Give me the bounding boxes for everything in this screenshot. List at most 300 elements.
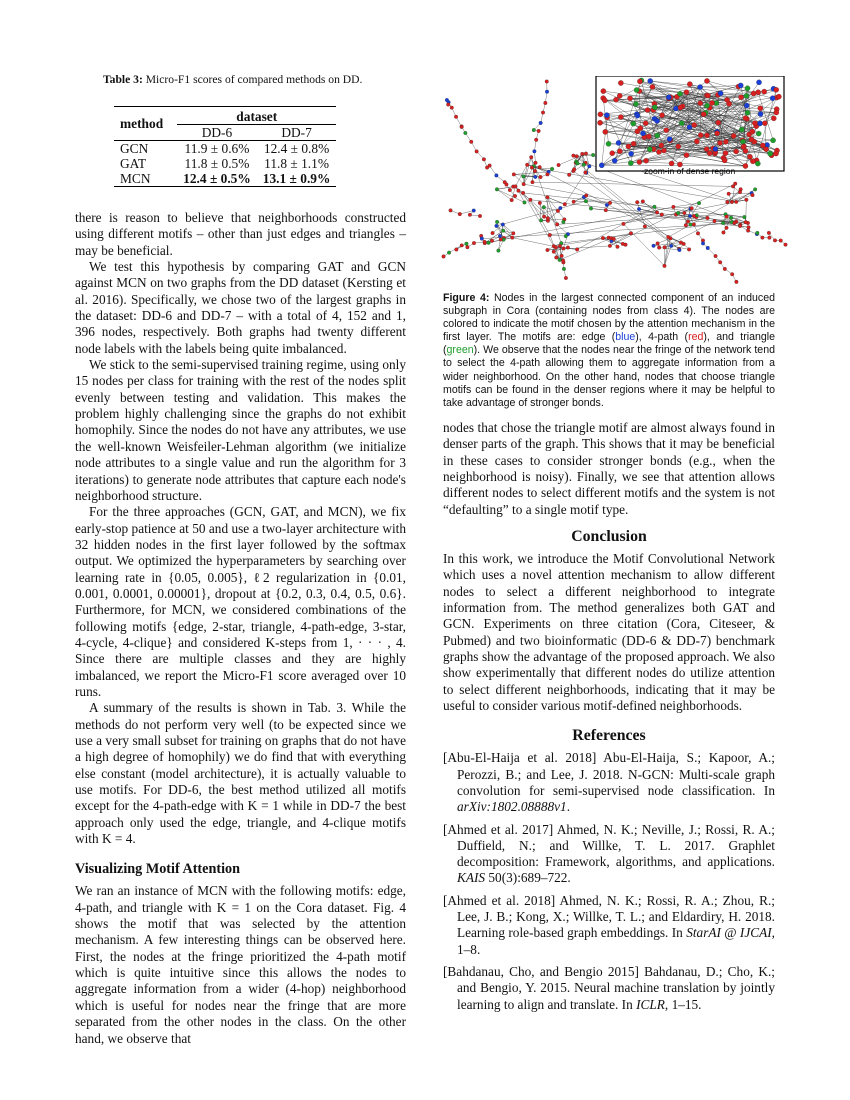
graph-node: [533, 169, 537, 173]
graph-node: [617, 93, 622, 98]
graph-node: [514, 185, 518, 189]
graph-node: [599, 163, 604, 168]
graph-node: [692, 214, 696, 218]
graph-node: [508, 188, 512, 192]
graph-node: [497, 249, 501, 253]
graph-node: [545, 90, 549, 94]
graph-node: [522, 175, 526, 179]
graph-node: [684, 90, 689, 95]
graph-node: [762, 89, 767, 94]
figure-caption: [443, 292, 775, 410]
graph-node: [495, 224, 499, 228]
graph-node: [464, 131, 468, 135]
row-method: MCN: [120, 171, 151, 186]
graph-node: [454, 115, 458, 119]
graph-node: [617, 149, 622, 154]
graph-node: [756, 80, 761, 85]
graph-node: [525, 163, 529, 167]
reference-item: [Abu-El-Haija et al. 2018] Abu-El-Haija, S.; Kapoor, A.; Perozzi, B.; and Lee, J. 2018. N-GCN: Multi-scale graph convolution for semi-supervised node classification. In arXiv:1802.08888v1.: [443, 750, 775, 815]
graph-node: [546, 248, 550, 252]
graph-node: [688, 214, 692, 218]
graph-node: [718, 260, 722, 264]
graph-node: [705, 93, 710, 98]
paragraph: there is reason to believe that neighborhoods constructed using different motifs – other than just edges and triangles – may be beneficial.: [75, 210, 406, 258]
graph-node: [738, 83, 743, 88]
graph-node: [655, 133, 660, 138]
results-table: [114, 106, 336, 187]
graph-node: [588, 164, 592, 168]
graph-node: [567, 173, 571, 177]
graph-node: [546, 173, 550, 177]
graph-node: [618, 80, 623, 85]
graph-edge: [746, 200, 747, 222]
graph-node: [752, 121, 757, 126]
row-dd7: 12.4 ± 0.8%: [263, 141, 330, 156]
graph-node: [757, 121, 762, 126]
graph-node: [529, 155, 533, 159]
graph-node: [652, 105, 657, 110]
graph-node: [746, 229, 750, 233]
graph-node: [537, 129, 541, 133]
graph-edge: [515, 157, 531, 186]
graph-node: [659, 143, 664, 148]
graph-node: [575, 155, 579, 159]
legend-red: red: [688, 331, 704, 344]
graph-node: [656, 149, 661, 154]
section-title: Visualizing Motif Attention: [75, 861, 240, 878]
graph-node: [564, 234, 568, 238]
network-figure: [440, 76, 790, 288]
graph-node: [555, 223, 559, 227]
graph-node: [717, 140, 722, 145]
graph-node: [482, 158, 486, 162]
left-column: [75, 210, 406, 1047]
graph-node: [694, 139, 699, 144]
graph-node: [550, 167, 554, 171]
graph-node: [628, 151, 633, 156]
graph-node: [460, 125, 464, 129]
col-dd6: DD-6: [177, 125, 257, 141]
graph-node: [542, 215, 546, 219]
graph-node: [503, 180, 507, 184]
graph-node: [501, 229, 505, 233]
graph-node: [624, 243, 628, 247]
graph-node: [684, 153, 689, 158]
graph-node: [774, 110, 779, 115]
graph-node: [725, 215, 729, 219]
conclusion-title: Conclusion: [571, 527, 647, 545]
caption-part: Nodes in the largest connected component of an induced subgraph in Cora (containing nodes from class 4). The nodes are colored to indicate the motif chosen by the attention mechanism in the first layer. The motifs are: edge (: [443, 292, 775, 344]
reference-item: [Bahdanau, Cho, and Bengio 2015] Bahdanau, D.; Cho, K.; and Bengio, Y. 2015. Neural machine translation by jointly learning to align and translate. In ICLR, 1–15.: [443, 963, 775, 1012]
table-row: [114, 156, 336, 171]
graph-node: [532, 128, 536, 132]
graph-node: [499, 238, 503, 242]
dataset-header: dataset: [236, 109, 278, 124]
graph-node: [755, 161, 760, 166]
graph-node: [584, 152, 588, 156]
graph-node: [677, 91, 682, 96]
graph-node: [745, 110, 750, 115]
reference-item: [Ahmed et al. 2017] Ahmed, N. K.; Neville, J.; Rossi, R. A.; Duffield, N.; and Willke, T. L. 2017. Graphlet decomposition: Framework, algorithms, and applications. KAIS 50(3):689–722.: [443, 821, 775, 886]
graph-node: [779, 239, 783, 243]
graph-node: [608, 244, 612, 248]
graph-node: [726, 200, 730, 204]
graph-node: [687, 82, 692, 87]
row-method: GAT: [120, 156, 147, 171]
reference-item: [Ahmed et al. 2018] Ahmed, N. K.; Rossi, R. A.; Zhou, R.; Lee, J. B.; Kong, X.; Willke, T. L.; and Eldardiry, H. 2018. Learning role-based graph embeddings. In StarAI @ IJCAI, 1–8.: [443, 892, 775, 957]
graph-node: [562, 247, 566, 251]
graph-node: [645, 107, 650, 112]
graph-node: [656, 242, 660, 246]
graph-node: [566, 246, 570, 250]
graph-node: [458, 212, 462, 216]
graph-node: [478, 214, 482, 218]
graph-node: [653, 205, 657, 209]
graph-node: [743, 215, 747, 219]
graph-node: [734, 149, 739, 154]
graph-node: [776, 94, 781, 99]
graph-node: [663, 264, 667, 268]
graph-node: [738, 190, 742, 194]
graph-node: [648, 78, 653, 83]
graph-node: [442, 255, 446, 259]
graph-node: [716, 120, 721, 125]
graph-node: [692, 122, 697, 127]
zoom-label: zoom-in of dense region: [644, 166, 736, 176]
graph-edge: [550, 235, 566, 236]
graph-node: [556, 209, 560, 213]
graph-node: [704, 78, 709, 83]
graph-node: [542, 205, 546, 209]
graph-node: [608, 201, 612, 205]
graph-edge: [561, 222, 732, 243]
graph-node: [560, 254, 564, 258]
graph-node: [749, 137, 754, 142]
graph-node: [734, 200, 738, 204]
graph-node: [495, 220, 499, 224]
graph-node: [762, 121, 767, 126]
graph-node: [727, 101, 732, 106]
graph-node: [745, 86, 750, 91]
graph-node: [713, 146, 718, 151]
graph-node: [657, 246, 661, 250]
graph-node: [510, 236, 514, 240]
graph-node: [729, 216, 733, 220]
reference-list: [443, 750, 775, 1012]
graph-node: [472, 209, 476, 213]
graph-node: [684, 223, 688, 227]
graph-node: [738, 95, 743, 100]
graph-node: [743, 163, 748, 168]
graph-node: [455, 248, 459, 252]
graph-node: [661, 148, 666, 153]
graph-node: [727, 192, 731, 196]
graph-node: [475, 150, 479, 154]
graph-node: [697, 201, 701, 205]
graph-node: [768, 151, 773, 156]
graph-node: [622, 222, 626, 226]
graph-node: [562, 220, 566, 224]
graph-node: [739, 127, 744, 132]
graph-node: [640, 131, 645, 136]
graph-node: [546, 195, 550, 199]
graph-node: [663, 246, 667, 250]
graph-node: [610, 151, 615, 156]
graph-node: [655, 118, 660, 123]
graph-node: [529, 198, 533, 202]
graph-node: [604, 113, 609, 118]
graph-node: [731, 185, 735, 189]
graph-node: [747, 226, 751, 230]
graph-node: [709, 100, 714, 105]
graph-node: [512, 231, 516, 235]
graph-node: [659, 113, 664, 118]
graph-node: [612, 158, 617, 163]
graph-node: [538, 201, 542, 205]
paragraph: For the three approaches (GCN, GAT, and MCN), we fix early-stop patience at 50 and use a two-layer architecture with 32 hidden nodes in the first layer followed by the softmax output. We optimized the hyperparameters by searching over learning rate in {0.05, 0.005}, ℓ2 regularization in {0.01, 0.001, 0.0001, 0.00001}, dropout at {0.2, 0.3, 0.4, 0.5, 0.6}. Furthermore, for MCN, we considered combinations of the following motifs {edge, 2-star, triangle, 4-path-edge, 3-star, 4-cycle, 4-clique} and considered K-steps from 1, · · · , 4. Since there are multiple classes and they are highly imbalanced, we report the Micro-F1 score averaged over 10 runs.: [75, 504, 406, 699]
graph-node: [756, 131, 761, 136]
references-title: References: [572, 727, 646, 745]
graph-node: [563, 202, 567, 206]
graph-node: [756, 231, 760, 235]
row-dd6: 11.9 ± 0.6%: [184, 141, 250, 156]
graph-node: [604, 208, 608, 212]
graph-node: [678, 105, 683, 110]
graph-node: [643, 225, 647, 229]
paragraph: We test this hypothesis by comparing GAT and GCN against MCN on two graphs from the DD dataset (Kersting et al. 2016). Specifically, we chose two of the largest graphs in the dataset: DD-6 and DD-7 – with a total of 4, 152 and 1, 396 nodes, respectively. Both graphs had twenty different node labels with the labels being quite imbalanced.: [75, 259, 406, 356]
graph-node: [731, 133, 736, 138]
graph-node: [641, 200, 645, 204]
graph-node: [539, 175, 543, 179]
graph-node: [539, 121, 543, 125]
graph-node: [643, 121, 648, 126]
graph-node: [495, 174, 499, 178]
graph-node: [603, 129, 608, 134]
graph-node: [541, 111, 545, 115]
graph-node: [758, 106, 763, 111]
graph-edge: [544, 207, 558, 211]
graph-node: [558, 244, 562, 248]
graph-node: [589, 207, 593, 211]
graph-node: [557, 163, 561, 167]
graph-node: [678, 248, 682, 252]
graph-node: [740, 139, 745, 144]
graph-node: [773, 239, 777, 243]
graph-node: [513, 194, 517, 198]
graph-node: [544, 101, 548, 105]
graph-node: [510, 198, 514, 202]
graph-node: [644, 158, 649, 163]
graph-node: [465, 242, 469, 246]
graph-node: [722, 158, 727, 163]
graph-node: [512, 173, 516, 177]
graph-node: [756, 90, 761, 95]
graph-node: [723, 267, 727, 271]
graph-node: [763, 147, 768, 152]
graph-node: [676, 211, 680, 215]
graph-node: [460, 244, 464, 248]
graph-node: [468, 213, 472, 217]
graph-node: [539, 218, 543, 222]
graph-node: [784, 243, 788, 247]
graph-edge: [530, 200, 736, 222]
graph-node: [466, 245, 470, 249]
graph-node: [635, 200, 639, 204]
table-caption-text: Micro-F1 scores of compared methods on DD.: [142, 73, 363, 86]
graph-node: [655, 211, 659, 215]
caption-part: ), and triangle (: [443, 331, 775, 357]
graph-node: [584, 199, 588, 203]
graph-node: [530, 166, 534, 170]
graph-node: [698, 133, 703, 138]
graph-node: [635, 113, 640, 118]
row-dd6: 12.4 ± 0.5%: [183, 171, 251, 186]
graph-edge: [524, 184, 735, 223]
graph-node: [647, 147, 652, 152]
graph-node: [554, 256, 558, 260]
graph-node: [761, 236, 765, 240]
graph-node: [534, 138, 538, 142]
graph-node: [638, 126, 643, 131]
graph-node: [706, 216, 710, 220]
graph-edge: [568, 200, 746, 234]
graph-node: [637, 159, 642, 164]
graph-node: [523, 201, 527, 205]
graph-node: [534, 161, 538, 165]
graph-node: [738, 224, 742, 228]
graph-node: [450, 106, 454, 110]
graph-node: [575, 248, 579, 252]
graph-node: [730, 200, 734, 204]
graph-node: [660, 213, 664, 217]
graph-node: [591, 153, 595, 157]
graph-node: [750, 159, 755, 164]
table-caption-label: Table 3:: [103, 73, 143, 86]
row-dd7: 11.8 ± 1.1%: [264, 156, 329, 171]
graph-node: [605, 203, 609, 207]
graph-node: [721, 221, 725, 225]
graph-node: [564, 276, 568, 280]
graph-node: [744, 103, 749, 108]
graph-node: [672, 205, 676, 209]
graph-node: [637, 207, 641, 211]
graph-node: [606, 141, 611, 146]
graph-node: [689, 223, 693, 227]
graph-node: [743, 115, 748, 120]
graph-node: [546, 216, 550, 220]
graph-node: [618, 114, 623, 119]
graph-node: [698, 101, 703, 106]
graph-node: [447, 251, 451, 255]
graph-node: [774, 87, 779, 92]
graph-node: [698, 84, 703, 89]
table-caption: [103, 73, 403, 86]
graph-node: [495, 188, 499, 192]
graph-node: [745, 198, 749, 202]
graph-node: [584, 194, 588, 198]
graph-node: [483, 240, 487, 244]
legend-blue: blue: [615, 331, 636, 344]
graph-node: [576, 162, 580, 166]
caption-part: ). We observe that the nodes near the fringe of the network tend to select the 4-path allowing them to aggregate information from a wider neighborhood. On the other hand, nodes that choose triangle motifs can be found in the denser regions where it may be helpful to take advantage of stronger bonds.: [443, 344, 775, 409]
graph-node: [626, 144, 631, 149]
graph-node: [758, 111, 763, 116]
graph-node: [602, 98, 607, 103]
graph-node: [472, 241, 476, 245]
graph-node: [538, 165, 542, 169]
graph-node: [631, 141, 636, 146]
graph-node: [445, 98, 449, 102]
graph-node: [487, 241, 491, 245]
graph-node: [690, 206, 694, 210]
graph-node: [601, 89, 606, 94]
graph-node: [770, 96, 775, 101]
table-row: [114, 141, 336, 156]
graph-node: [469, 140, 473, 144]
graph-node: [718, 91, 723, 96]
graph-node: [517, 189, 521, 193]
graph-node: [744, 220, 748, 224]
graph-node: [650, 84, 655, 89]
graph-node: [652, 244, 656, 248]
graph-node: [707, 151, 712, 156]
graph-node: [753, 188, 757, 192]
graph-node: [616, 245, 620, 249]
graph-node: [561, 259, 565, 263]
graph-node: [682, 242, 686, 246]
graph-node: [584, 171, 588, 175]
graph-node: [730, 272, 734, 276]
graph-node: [490, 239, 494, 243]
figure-caption-label: Figure 4:: [443, 292, 490, 304]
graph-node: [580, 152, 584, 156]
graph-node: [773, 151, 778, 156]
graph-node: [666, 235, 670, 239]
method-header: method: [120, 116, 164, 131]
graph-edge: [591, 208, 749, 227]
graph-node: [545, 80, 549, 84]
graph-node: [449, 209, 453, 213]
graph-node: [498, 234, 502, 238]
graph-node: [601, 236, 605, 240]
graph-node: [725, 226, 729, 230]
graph-node: [572, 154, 576, 158]
graph-node: [501, 223, 505, 227]
graph-node: [521, 191, 525, 195]
graph-node: [723, 139, 728, 144]
table-row: [114, 171, 336, 187]
graph-node: [768, 236, 772, 240]
graph-node: [714, 254, 718, 258]
graph-node: [562, 267, 566, 271]
graph-node: [704, 103, 709, 108]
graph-node: [629, 231, 633, 235]
graph-node: [582, 163, 586, 167]
graph-edge: [514, 172, 549, 175]
graph-node: [701, 242, 705, 246]
graph-node: [554, 246, 558, 250]
legend-green: green: [446, 344, 474, 357]
graph-node: [735, 280, 739, 284]
graph-node: [687, 248, 691, 252]
graph-node: [667, 136, 672, 141]
graph-node: [676, 144, 681, 149]
graph-node: [548, 233, 552, 237]
row-dd7: 13.1 ± 0.9%: [262, 171, 331, 186]
graph-node: [572, 200, 576, 204]
col-dd7: DD-7: [257, 125, 337, 141]
graph-node: [692, 223, 696, 227]
